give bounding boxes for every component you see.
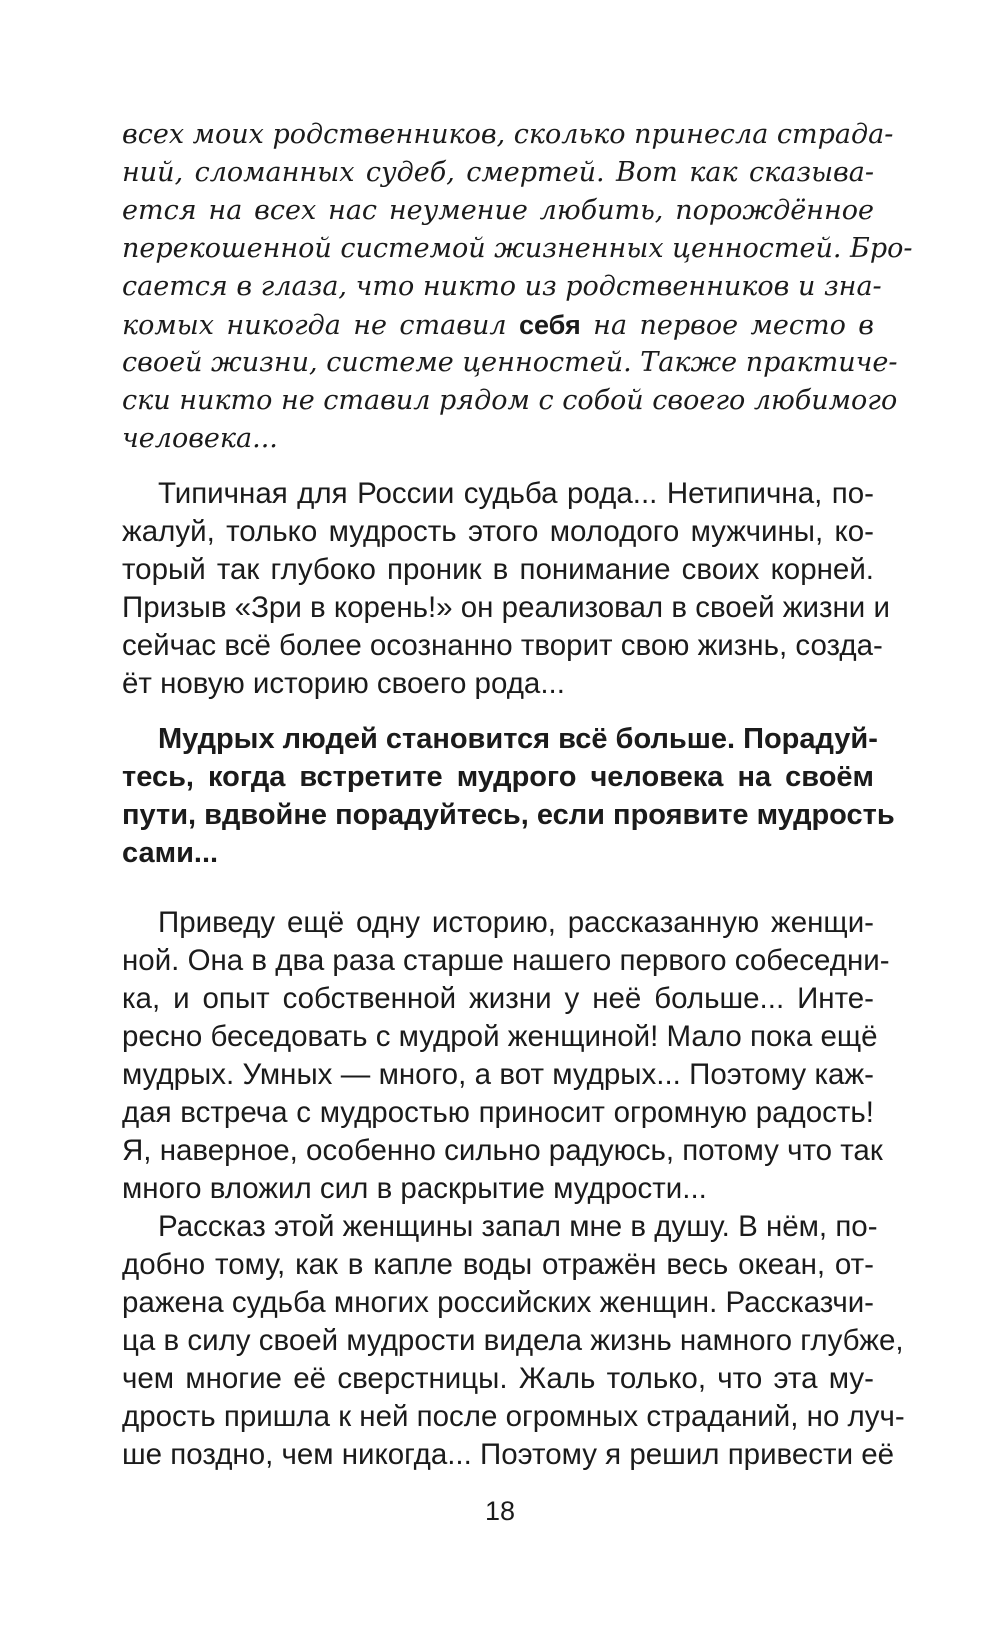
text-line: тесь, когда встретите мудрого человека на своём [122, 761, 874, 793]
text-line: человека... [122, 423, 278, 454]
text-line: ёт новую историю своего рода... [122, 667, 565, 700]
text-line: торый так глубоко проник в понимание своих корней. [122, 553, 874, 586]
text-fragment: на первое место в [580, 310, 874, 341]
text-line: Мудрых людей становится всё больше. Порадуй- [158, 723, 878, 755]
text-line-emphasis [122, 306, 874, 344]
text-line: Призыв «Зри в корень!» он реализовал в своей жизни и [122, 591, 890, 624]
text-fragment: комых никогда не ставил [122, 310, 519, 341]
text-line: ется на всех нас неумение любить, порождённое [122, 195, 874, 226]
paragraph-wise-people [122, 720, 895, 872]
paragraph-tale [122, 1208, 905, 1474]
text-line: сейчас всё более осознанно творит свою жизнь, созда- [122, 629, 883, 662]
text-line: ше поздно, чем никогда... Поэтому я решил привести её [122, 1438, 895, 1471]
text-line: ски никто не ставил рядом с собой своего любимого [122, 385, 898, 416]
page-number: 18 [484, 1496, 516, 1526]
text-line: чем многие её сверстницы. Жаль только, что эта му- [122, 1362, 874, 1395]
text-line: Приведу ещё одну историю, рассказанную женщи- [158, 906, 874, 939]
text-line: мудрых. Умных — много, а вот мудрых... Поэтому каж- [122, 1058, 874, 1091]
text-line: Рассказ этой женщины запал мне в душу. В нём, по- [158, 1210, 878, 1243]
text-line: ка, и опыт собственной жизни у неё больше... Инте- [122, 982, 874, 1015]
italic-paragraph [122, 116, 913, 458]
paragraph-story [122, 904, 890, 1208]
text-line: сается в глаза, что никто из родственников и зна- [122, 271, 882, 302]
text-line: дрость пришла к ней после огромных страданий, но луч- [122, 1400, 905, 1433]
text-line: ной. Она в два раза старше нашего первого собеседни- [122, 944, 890, 977]
emphasized-word: себя [518, 310, 581, 340]
text-line: всех моих родственников, сколько принесла страда- [122, 119, 894, 150]
text-line: пути, вдвойне порадуйтесь, если проявите мудрость [122, 799, 895, 831]
text-line: ражена судьба многих российских женщин. Рассказчи- [122, 1286, 874, 1319]
text-line: Типичная для России судьба рода... Нетипична, по- [158, 477, 874, 510]
text-line: Я, наверное, особенно сильно радуюсь, потому что так [122, 1134, 883, 1167]
paragraph-typical [122, 475, 890, 703]
text-line: добно тому, как в капле воды отражён весь океан, от- [122, 1248, 874, 1281]
text-line: ресно беседовать с мудрой женщиной! Мало пока ещё [122, 1020, 878, 1053]
text-line: дая встреча с мудростью приносит огромную радость! [122, 1096, 874, 1129]
text-line: перекошенной системой жизненных ценностей. Бро- [122, 233, 913, 264]
text-line: много вложил сил в раскрытие мудрости... [122, 1172, 707, 1205]
text-line: сами... [122, 837, 219, 869]
text-line: ца в силу своей мудрости видела жизнь намного глубже, [122, 1324, 904, 1357]
text-line: жалуй, только мудрость этого молодого мужчины, ко- [122, 515, 874, 548]
text-line: ний, сломанных судеб, смертей. Вот как сказыва- [122, 157, 874, 188]
text-line: своей жизни, системе ценностей. Также практиче- [122, 347, 898, 378]
